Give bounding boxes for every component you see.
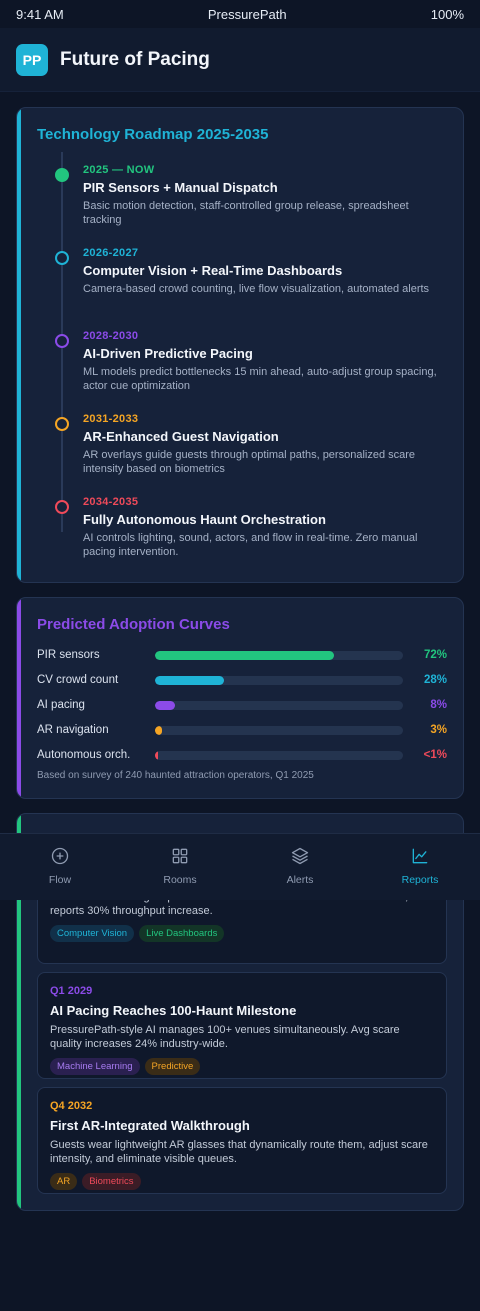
timeline-heading: AR-Enhanced Guest Navigation xyxy=(83,429,279,444)
status-app-name: PressurePath xyxy=(207,6,287,22)
tag-badge: AR xyxy=(50,1173,77,1190)
tab-flow[interactable] xyxy=(0,834,120,900)
timeline-description: AI controls lighting, sound, actors, and flow in real-time. Zero manual pacing intervention. xyxy=(83,532,418,559)
adoption-bar-track xyxy=(155,726,403,735)
timeline-dot-icon xyxy=(55,334,69,348)
adoption-bar-fill xyxy=(155,701,175,710)
adoption-row xyxy=(37,747,447,763)
adoption-row xyxy=(37,697,447,713)
app-logo[interactable]: PP xyxy=(16,44,48,76)
adoption-title: Predicted Adoption Curves xyxy=(37,616,230,633)
news-tags xyxy=(50,925,434,942)
timeline-dot-icon xyxy=(55,500,69,514)
adoption-value: 28% xyxy=(423,674,447,686)
roadmap-card xyxy=(16,107,464,583)
timeline-year: 2025 — NOW xyxy=(83,164,155,176)
adoption-bar-track xyxy=(155,701,403,710)
adoption-row xyxy=(37,647,447,663)
adoption-card xyxy=(16,597,464,799)
status-bar xyxy=(0,0,480,28)
timeline-description: ML models predict bottlenecks 15 min ahead, auto-adjust group spacing, actor cue optimization xyxy=(83,366,437,393)
status-time: 9:41 AM xyxy=(16,6,64,22)
chart-icon xyxy=(410,846,430,866)
adoption-value: 72% xyxy=(423,649,447,661)
timeline-year: 2026-2027 xyxy=(83,247,139,259)
timeline-year: 2034-2035 xyxy=(83,496,139,508)
adoption-bar-track xyxy=(155,676,403,685)
news-item[interactable] xyxy=(37,1087,447,1194)
news-title: AI Pacing Reaches 100-Haunt Milestone xyxy=(50,1003,297,1018)
adoption-label: CV crowd count xyxy=(37,674,119,686)
layers-icon xyxy=(290,846,310,866)
news-description: reports 30% throughput increase. xyxy=(50,905,213,918)
news-tags xyxy=(50,1058,434,1075)
timeline-year: 2028-2030 xyxy=(83,330,139,342)
adoption-bar-track xyxy=(155,651,403,660)
timeline-dot-icon xyxy=(55,168,69,182)
news-description: Guests wear lightweight AR glasses that dynamically route them, adjust scare intensity, and eliminate visible queues. xyxy=(50,1139,428,1166)
timeline-dot-icon xyxy=(55,417,69,431)
status-battery: 100% xyxy=(430,6,464,22)
tag-badge: Predictive xyxy=(145,1058,201,1075)
timeline-heading: Computer Vision + Real-Time Dashboards xyxy=(83,263,343,278)
news-description: PressurePath-style AI manages 100+ venues simultaneously. Avg scare quality increases 24% industry-wide. xyxy=(50,1024,400,1051)
adoption-bar-fill xyxy=(155,726,162,735)
adoption-value: 8% xyxy=(430,699,447,711)
adoption-label: PIR sensors xyxy=(37,649,100,661)
tab-alerts[interactable] xyxy=(240,834,360,900)
timeline-dot-icon xyxy=(55,251,69,265)
timeline-heading: Fully Autonomous Haunt Orchestration xyxy=(83,512,326,527)
plus-circle-icon xyxy=(50,846,70,866)
tab-reports[interactable] xyxy=(360,834,480,900)
tab-rooms[interactable] xyxy=(120,834,240,900)
news-quarter: Q1 2029 xyxy=(50,985,93,997)
adoption-label: AI pacing xyxy=(37,699,85,711)
tag-badge: Biometrics xyxy=(82,1173,140,1190)
tab-alerts-label: Alerts xyxy=(286,874,314,886)
adoption-label: AR navigation xyxy=(37,724,109,736)
adoption-value: 3% xyxy=(430,724,447,736)
tab-rooms-label: Rooms xyxy=(163,874,197,886)
news-quarter: Q4 2032 xyxy=(50,1100,93,1112)
tab-flow-label: Flow xyxy=(48,874,72,886)
timeline-description: AR overlays guide guests through optimal paths, personalized scare intensity based on biometrics xyxy=(83,449,416,476)
tag-badge: Live Dashboards xyxy=(139,925,224,942)
tag-badge: Machine Learning xyxy=(50,1058,140,1075)
news-title: First AR-Integrated Walkthrough xyxy=(50,1118,250,1133)
timeline-description: Basic motion detection, staff-controlled group release, spreadsheet tracking xyxy=(83,200,409,227)
adoption-bar-track xyxy=(155,751,403,760)
roadmap-title: Technology Roadmap 2025-2035 xyxy=(37,126,269,143)
news-item[interactable] xyxy=(37,972,447,1079)
survey-note: Based on survey of 240 haunted attraction operators, Q1 2025 xyxy=(37,770,314,781)
adoption-bar-fill xyxy=(155,676,225,685)
app-header xyxy=(0,28,480,92)
page-title: Future of Pacing xyxy=(60,48,210,70)
timeline-heading: AI-Driven Predictive Pacing xyxy=(83,346,253,361)
tag-badge: Computer Vision xyxy=(50,925,134,942)
adoption-value: <1% xyxy=(423,749,447,761)
adoption-label: Autonomous orch. xyxy=(37,749,131,761)
adoption-row xyxy=(37,672,447,688)
grid-icon xyxy=(170,846,190,866)
tab-reports-label: Reports xyxy=(401,874,439,886)
timeline-heading: PIR Sensors + Manual Dispatch xyxy=(83,180,278,195)
news-tags xyxy=(50,1173,434,1190)
timeline-description: Camera-based crowd counting, live flow visualization, automated alerts xyxy=(83,283,430,295)
adoption-bar-fill xyxy=(155,751,158,760)
adoption-bar-fill xyxy=(155,651,334,660)
timeline-year: 2031-2033 xyxy=(83,413,139,425)
adoption-row xyxy=(37,722,447,738)
bottom-tab-bar xyxy=(0,833,480,900)
